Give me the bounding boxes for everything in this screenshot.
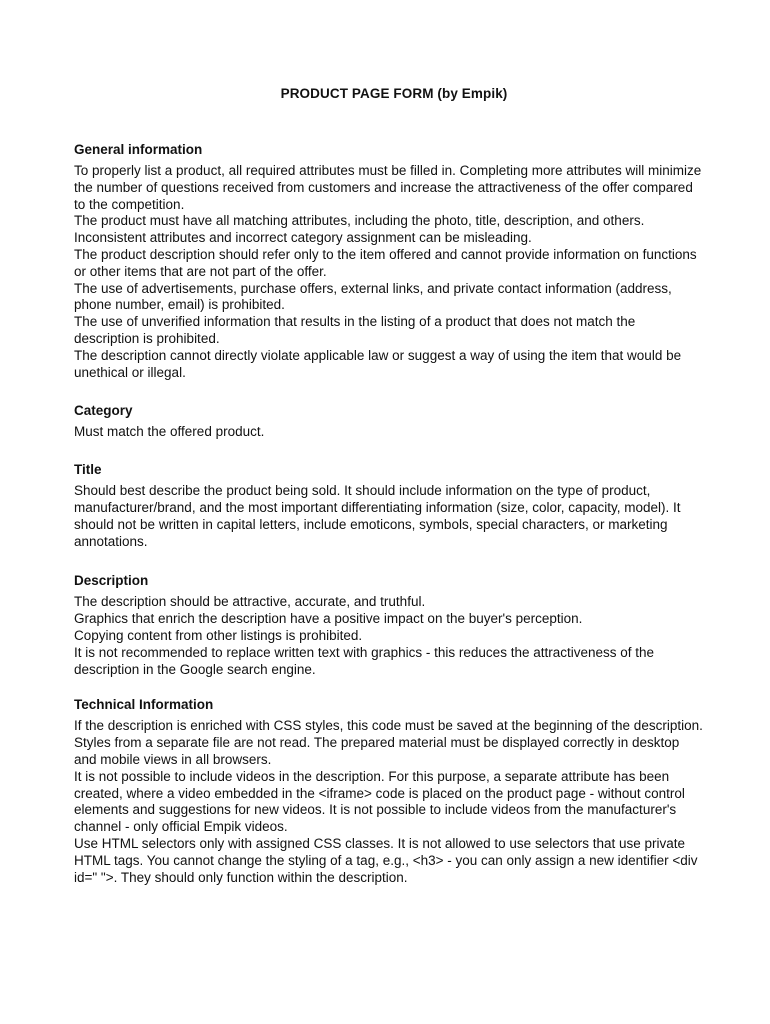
paragraph: The description should be attractive, accurate, and truthful. <box>74 594 426 610</box>
paragraph: If the description is enriched with CSS styles, this code must be saved at the beginning of the description. Styles from a separate file are not read. The prepared material must be displayed correctly in desktop and mobile views in all browsers. <box>74 718 703 767</box>
paragraph: It is not possible to include videos in the description. For this purpose, a separate attribute has been created, where a video embedded in the <iframe> code is placed on the product page - without control elements and suggestions for new videos. It is not possible to include videos from the manufacturer's channel - only official Empik videos. <box>74 768 685 835</box>
section-description <box>74 572 704 678</box>
paragraph: Should best describe the product being sold. It should include information on the type of product, manufacturer/brand, and the most important differentiating information (size, color, capacity, model). It should not be written in capital letters, include emoticons, symbols, special characters, or marketing annotations. <box>74 483 681 549</box>
section-general-information <box>74 141 704 381</box>
document-title: PRODUCT PAGE FORM (by Empik) <box>280 86 508 101</box>
document-page <box>74 86 704 908</box>
paragraph: The description cannot directly violate applicable law or suggest a way of using the item that would be unethical or illegal. <box>74 347 682 380</box>
paragraph: It is not recommended to replace written text with graphics - this reduces the attractiveness of the description in the Google search engine. <box>74 644 655 677</box>
paragraph: The use of advertisements, purchase offers, external links, and private contact information (address, phone number, email) is prohibited. <box>74 280 672 313</box>
paragraph: The product description should refer only to the item offered and cannot provide information on functions or other items that are not part of the offer. <box>74 246 697 279</box>
section-heading: Description <box>74 573 149 589</box>
section-heading: General information <box>74 142 203 157</box>
section-heading: Title <box>74 462 102 478</box>
paragraph: Use HTML selectors only with assigned CSS classes. It is not allowed to use selectors that use private HTML tags. You cannot change the styling of a tag, e.g., <h3> - you can only assign a new identifier <div id=" ">. They should only function within the description. <box>74 835 698 885</box>
paragraph: The use of unverified information that results in the listing of a product that does not match the description is prohibited. <box>74 314 636 346</box>
section-category <box>74 402 704 441</box>
paragraph: Graphics that enrich the description have a positive impact on the buyer's perception. <box>74 611 583 627</box>
section-technical-information <box>74 696 704 886</box>
paragraph: Copying content from other listings is prohibited. <box>74 627 363 643</box>
section-heading: Category <box>74 403 133 419</box>
section-heading: Technical Information <box>74 697 214 713</box>
paragraph: The product must have all matching attributes, including the photo, title, description, and others. Inconsistent attributes and incorrect category assignment can be misleading. <box>74 213 645 246</box>
section-title <box>74 461 704 550</box>
paragraph: Must match the offered product. <box>74 424 265 440</box>
paragraph: To properly list a product, all required attributes must be filled in. Completing more attributes will minimize the number of questions received from customers and increase the attractiveness of the offer compared to the competition. <box>74 163 702 212</box>
